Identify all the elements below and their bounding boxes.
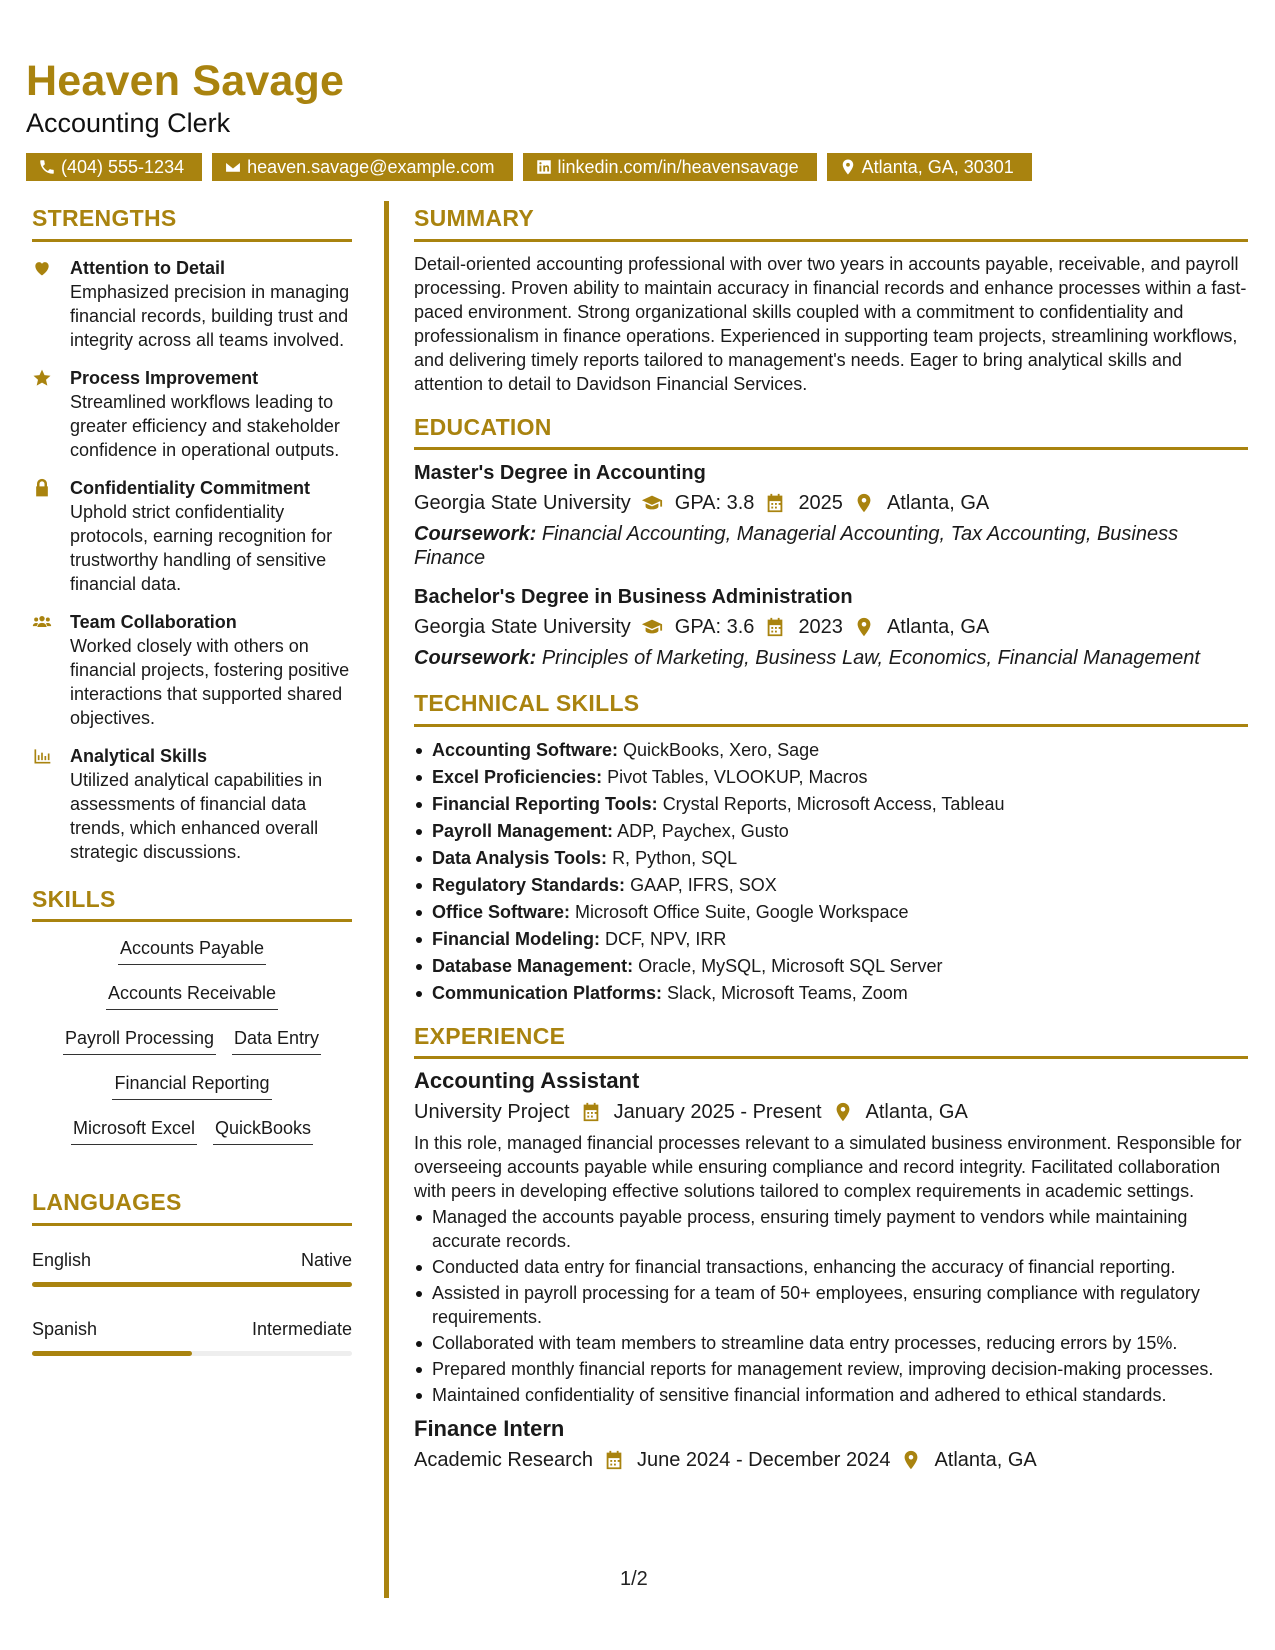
graduation-cap-icon bbox=[641, 492, 663, 514]
gpa: GPA: 3.8 bbox=[674, 492, 755, 515]
coursework-text: Financial Accounting, Managerial Accounting, Tax Accounting, Business Finance bbox=[414, 523, 1179, 570]
tech-skill-label: Regulatory Standards: bbox=[432, 874, 626, 895]
achievement-list bbox=[414, 1205, 1248, 1407]
strength-desc: Uphold strict confidentiality protocols, earning recognition for trustworthy handling of sensitive financial data. bbox=[70, 501, 333, 594]
languages-heading: LANGUAGES bbox=[32, 1189, 352, 1226]
tech-skill-value: DCF, NPV, IRR bbox=[605, 928, 727, 949]
tech-skill-item bbox=[414, 737, 1248, 764]
summary-text: Detail-oriented accounting professional with over two years in accounts payable, receivable, and payroll processing. Proven ability to maintain accuracy in financial records and enhance processes within a fast-paced environment. Strong organizational skills coupled with a commitment to confidentiality and professionalism in finance operations. Experienced in supporting team projects, streamlining workflows, and delivering timely reports tailored to management's needs. Eager to bring analytical skills and attention to detail to Davidson Financial Services. bbox=[414, 253, 1247, 394]
organization: Academic Research bbox=[414, 1449, 593, 1472]
summary-heading: SUMMARY bbox=[414, 205, 1248, 242]
location-text: Atlanta, GA, 30301 bbox=[861, 157, 1014, 177]
envelope-icon bbox=[224, 158, 242, 176]
education-heading: EDUCATION bbox=[414, 414, 1248, 451]
linkedin-chip[interactable] bbox=[523, 153, 817, 181]
star-icon bbox=[32, 368, 52, 388]
school-name: Georgia State University bbox=[414, 492, 631, 515]
experience-item bbox=[414, 1415, 1248, 1475]
strength-item bbox=[32, 366, 352, 462]
strength-desc: Streamlined workflows leading to greater efficiency and stakeholder confidence in operational outputs. bbox=[70, 391, 340, 460]
date-range: June 2024 - December 2024 bbox=[636, 1449, 891, 1472]
tech-skill-label: Accounting Software: bbox=[432, 739, 619, 760]
coursework-text: Principles of Marketing, Business Law, Economics, Financial Management bbox=[541, 647, 1200, 670]
language-item bbox=[32, 1317, 352, 1356]
experience-heading: EXPERIENCE bbox=[414, 1023, 1248, 1060]
tech-skill-value: R, Python, SQL bbox=[612, 847, 738, 868]
contact-bar bbox=[26, 153, 1032, 181]
education-item bbox=[414, 460, 1248, 570]
column-divider bbox=[384, 201, 389, 1598]
achievement-item: Maintained confidentiality of sensitive financial information and adhered to ethical standards. bbox=[414, 1383, 1248, 1407]
coursework bbox=[414, 646, 1248, 670]
experience-location: Atlanta, GA bbox=[934, 1449, 1037, 1472]
tech-skill-label: Payroll Management: bbox=[432, 820, 614, 841]
calendar-icon bbox=[764, 616, 786, 638]
strength-title: Team Collaboration bbox=[70, 611, 237, 632]
language-proficiency-fill bbox=[32, 1282, 352, 1287]
tech-skill-label: Office Software: bbox=[432, 901, 571, 922]
map-pin-icon bbox=[853, 616, 875, 638]
map-pin-icon bbox=[839, 158, 857, 176]
skill-tag: Accounts Payable bbox=[118, 936, 266, 965]
map-pin-icon bbox=[832, 1101, 854, 1123]
strength-item bbox=[32, 476, 352, 596]
skill-tag: Microsoft Excel bbox=[71, 1116, 197, 1145]
education-location: Atlanta, GA bbox=[886, 616, 990, 639]
skill-tag: Financial Reporting bbox=[112, 1071, 271, 1100]
tech-skill-item bbox=[414, 818, 1248, 845]
technical-skills-heading: TECHNICAL SKILLS bbox=[414, 690, 1248, 727]
degree-title: Master's Degree in Accounting bbox=[414, 462, 706, 485]
tech-skill-value: GAAP, IFRS, SOX bbox=[630, 874, 777, 895]
chart-bar-icon bbox=[32, 746, 52, 766]
experience-meta bbox=[414, 1445, 1248, 1475]
tech-skill-item bbox=[414, 899, 1248, 926]
education-item bbox=[414, 584, 1248, 670]
right-column bbox=[414, 205, 1248, 1475]
achievement-item: Conducted data entry for financial transactions, enhancing the accuracy of financial reporting. bbox=[414, 1255, 1248, 1279]
map-pin-icon bbox=[853, 492, 875, 514]
heart-icon bbox=[32, 258, 52, 278]
tech-skill-value: Pivot Tables, VLOOKUP, Macros bbox=[607, 766, 868, 787]
graduation-cap-icon bbox=[641, 616, 663, 638]
role-description: In this role, managed financial processes relevant to a simulated business environment. Responsible for overseeing accounts payable while ensuring compliance and record integrity. Facilitated collaboration with peers in developing effective solutions tailored to complex requirements in academic settings. bbox=[414, 1133, 1242, 1202]
resume-header bbox=[26, 58, 344, 139]
tech-skill-value: Slack, Microsoft Teams, Zoom bbox=[667, 982, 908, 1003]
tech-skill-label: Database Management: bbox=[432, 955, 634, 976]
calendar-icon bbox=[603, 1449, 625, 1471]
tech-skill-item bbox=[414, 872, 1248, 899]
degree-title: Bachelor's Degree in Business Administration bbox=[414, 586, 853, 609]
strength-title: Attention to Detail bbox=[70, 257, 225, 278]
strength-title: Analytical Skills bbox=[70, 745, 208, 766]
tech-skill-value: QuickBooks, Xero, Sage bbox=[623, 739, 820, 760]
coursework-label: Coursework: bbox=[414, 647, 537, 670]
tech-skill-label: Financial Modeling: bbox=[432, 928, 601, 949]
map-pin-icon bbox=[900, 1449, 922, 1471]
tech-skill-item bbox=[414, 764, 1248, 791]
role-title: Finance Intern bbox=[414, 1416, 565, 1442]
school-name: Georgia State University bbox=[414, 616, 631, 639]
tech-skill-item bbox=[414, 791, 1248, 818]
skill-tag: Accounts Receivable bbox=[106, 981, 278, 1010]
location-chip[interactable] bbox=[827, 153, 1032, 181]
tech-skill-item bbox=[414, 953, 1248, 980]
language-proficiency-bar bbox=[32, 1282, 352, 1287]
achievement-item: Assisted in payroll processing for a team of 50+ employees, ensuring compliance with regulatory requirements. bbox=[414, 1281, 1248, 1329]
language-level: Intermediate bbox=[251, 1318, 352, 1339]
phone-icon bbox=[38, 158, 56, 176]
job-title: Accounting Clerk bbox=[26, 108, 231, 139]
calendar-icon bbox=[580, 1101, 602, 1123]
email-text: heaven.savage@example.com bbox=[247, 157, 495, 177]
language-level: Native bbox=[300, 1249, 352, 1270]
experience-location: Atlanta, GA bbox=[865, 1101, 968, 1124]
skills-heading: SKILLS bbox=[32, 886, 352, 923]
calendar-icon bbox=[764, 492, 786, 514]
language-name: English bbox=[32, 1249, 92, 1270]
candidate-name: Heaven Savage bbox=[26, 57, 345, 105]
strength-desc: Emphasized precision in managing financial records, building trust and integrity across all teams involved. bbox=[70, 281, 350, 350]
strength-title: Confidentiality Commitment bbox=[70, 477, 311, 498]
tech-skill-label: Data Analysis Tools: bbox=[432, 847, 608, 868]
skill-tag: Data Entry bbox=[232, 1026, 321, 1055]
graduation-year: 2023 bbox=[798, 616, 843, 639]
date-range: January 2025 - Present bbox=[613, 1101, 822, 1124]
language-proficiency-fill bbox=[32, 1351, 192, 1356]
users-icon bbox=[32, 612, 52, 632]
tech-skill-label: Financial Reporting Tools: bbox=[432, 793, 658, 814]
experience-meta bbox=[414, 1097, 1248, 1127]
organization: University Project bbox=[414, 1101, 570, 1124]
language-item bbox=[32, 1248, 352, 1287]
gpa: GPA: 3.6 bbox=[674, 616, 755, 639]
page-number: 1/2 bbox=[620, 1568, 648, 1590]
tech-skill-value: Oracle, MySQL, Microsoft SQL Server bbox=[638, 955, 943, 976]
skill-tag: QuickBooks bbox=[213, 1116, 313, 1145]
strength-item bbox=[32, 744, 352, 864]
skills-list bbox=[32, 936, 352, 1161]
language-proficiency-bar bbox=[32, 1351, 352, 1356]
strength-desc: Utilized analytical capabilities in assessments of financial data trends, which enhanced overall strategic discussions. bbox=[70, 769, 323, 862]
strength-item bbox=[32, 610, 352, 730]
role-title: Accounting Assistant bbox=[414, 1068, 640, 1094]
education-meta bbox=[414, 612, 1248, 642]
achievement-item: Managed the accounts payable process, ensuring timely payment to vendors while maintaining accurate records. bbox=[414, 1205, 1248, 1253]
strength-desc: Worked closely with others on financial projects, fostering positive interactions that supported shared objectives. bbox=[70, 635, 350, 728]
email-chip[interactable] bbox=[212, 153, 512, 181]
achievement-item: Prepared monthly financial reports for management review, improving decision-making processes. bbox=[414, 1357, 1248, 1381]
language-name: Spanish bbox=[32, 1318, 98, 1339]
achievement-item: Collaborated with team members to streamline data entry processes, reducing errors by 15%. bbox=[414, 1331, 1248, 1355]
education-meta bbox=[414, 488, 1248, 518]
strengths-heading: STRENGTHS bbox=[32, 205, 352, 242]
coursework bbox=[414, 522, 1248, 570]
skill-tag: Payroll Processing bbox=[63, 1026, 216, 1055]
tech-skill-label: Excel Proficiencies: bbox=[432, 766, 603, 787]
experience-item bbox=[414, 1067, 1248, 1407]
linkedin-text: linkedin.com/in/heavensavage bbox=[557, 157, 799, 177]
left-column bbox=[32, 205, 352, 1356]
linkedin-icon bbox=[535, 158, 553, 176]
tech-skill-label: Communication Platforms: bbox=[432, 982, 663, 1003]
phone-text: (404) 555-1234 bbox=[61, 157, 185, 177]
tech-skill-item bbox=[414, 845, 1248, 872]
graduation-year: 2025 bbox=[798, 492, 843, 515]
tech-skill-value: Microsoft Office Suite, Google Workspace bbox=[575, 901, 909, 922]
education-location: Atlanta, GA bbox=[886, 492, 990, 515]
tech-skill-value: ADP, Paychex, Gusto bbox=[617, 820, 789, 841]
tech-skill-item bbox=[414, 926, 1248, 953]
strength-item bbox=[32, 256, 352, 352]
tech-skill-item bbox=[414, 980, 1248, 1007]
technical-skills-list bbox=[414, 737, 1248, 1007]
phone-chip[interactable] bbox=[26, 153, 202, 181]
coursework-label: Coursework: bbox=[414, 523, 537, 546]
lock-icon bbox=[32, 478, 52, 498]
strength-title: Process Improvement bbox=[70, 367, 259, 388]
tech-skill-value: Crystal Reports, Microsoft Access, Tableau bbox=[662, 793, 1005, 814]
